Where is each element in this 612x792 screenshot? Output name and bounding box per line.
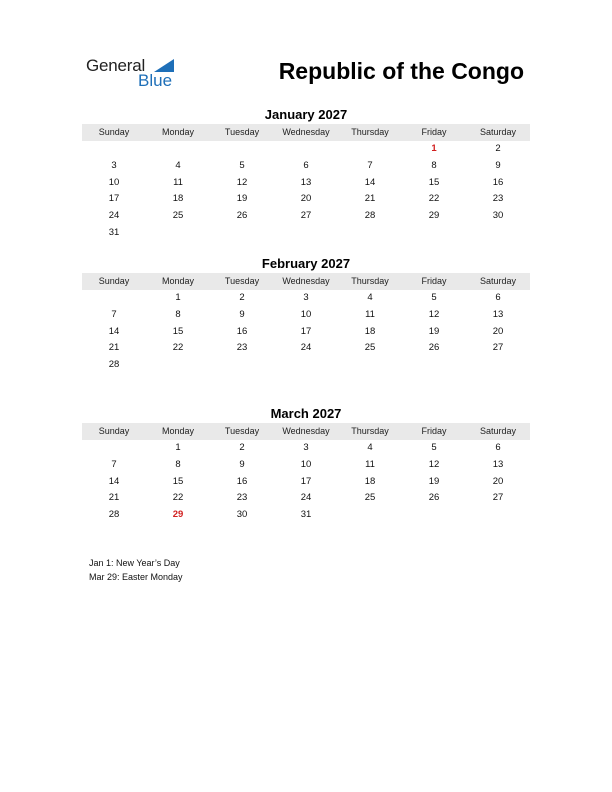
- day-cell: 28: [108, 359, 120, 371]
- weekday-label: Thursday: [351, 127, 389, 137]
- day-cell: 6: [495, 442, 501, 453]
- week-row: [82, 290, 530, 307]
- day-cell: 4: [367, 442, 373, 453]
- weekday-header-row: [82, 124, 530, 141]
- week-row: [82, 324, 530, 341]
- empty-day-cell: [338, 507, 402, 524]
- weekday-label: Thursday: [351, 276, 389, 286]
- day-cell: 1: [175, 292, 181, 303]
- day-cell: 8: [431, 159, 437, 171]
- weekday-label: Thursday: [351, 426, 389, 436]
- weekday-label: Friday: [421, 127, 447, 137]
- day-cell: 6: [303, 159, 309, 171]
- day-cell: 10: [300, 308, 312, 320]
- weekday-label: Sunday: [98, 127, 130, 137]
- empty-day-cell: [466, 225, 530, 242]
- day-cell: 27: [492, 492, 504, 504]
- day-cell: 12: [428, 458, 440, 470]
- day-cell: 27: [492, 342, 504, 354]
- day-cell: 10: [300, 458, 312, 470]
- day-cell: 31: [108, 226, 120, 238]
- day-cell: 16: [236, 325, 248, 337]
- empty-day-cell: [82, 440, 146, 457]
- day-cell: 7: [111, 308, 117, 320]
- empty-day-cell: [274, 141, 338, 158]
- weekday-header-row: [82, 273, 530, 290]
- weekday-label: Wednesday: [282, 426, 330, 436]
- week-row: [82, 357, 530, 374]
- holiday-note: Mar 29: Easter Monday: [89, 572, 183, 582]
- month-title: February 2027: [261, 256, 351, 271]
- day-cell: 21: [364, 193, 376, 205]
- day-cell: 9: [495, 159, 501, 171]
- weekday-label: Wednesday: [282, 276, 330, 286]
- day-cell: 17: [300, 325, 312, 337]
- day-cell: 25: [172, 210, 184, 222]
- day-cell: 31: [300, 509, 312, 521]
- day-cell: 24: [108, 210, 120, 222]
- week-row: [82, 191, 530, 208]
- day-cell: 23: [236, 492, 248, 504]
- weekday-header-row: [82, 423, 530, 440]
- day-cell: 19: [236, 193, 248, 205]
- weekday-label: Sunday: [98, 426, 130, 436]
- weekday-label: Wednesday: [282, 127, 330, 137]
- day-cell: 20: [492, 325, 504, 337]
- day-cell: 11: [365, 458, 375, 470]
- empty-day-cell: [402, 357, 466, 374]
- day-cell: 25: [364, 342, 376, 354]
- day-cell: 3: [303, 442, 309, 453]
- holiday-day-cell: 1: [431, 143, 437, 154]
- holiday-notes: [89, 556, 183, 584]
- logo: [86, 56, 186, 92]
- day-cell: 12: [236, 176, 248, 188]
- empty-day-cell: [338, 357, 402, 374]
- weekday-label: Monday: [161, 426, 195, 436]
- day-cell: 20: [492, 475, 504, 487]
- week-row: [82, 457, 530, 474]
- weekday-label: Tuesday: [224, 127, 260, 137]
- empty-day-cell: [402, 507, 466, 524]
- weekday-label: Tuesday: [224, 276, 260, 286]
- week-row: [82, 474, 530, 491]
- week-row: [82, 440, 530, 457]
- day-cell: 7: [111, 458, 117, 470]
- day-cell: 18: [364, 325, 376, 337]
- weekday-label: Sunday: [98, 276, 130, 286]
- day-cell: 23: [492, 193, 504, 205]
- empty-day-cell: [82, 290, 146, 307]
- empty-day-cell: [210, 225, 274, 242]
- week-row: [82, 507, 530, 524]
- day-cell: 28: [108, 509, 120, 521]
- day-cell: 30: [236, 509, 248, 521]
- page-title: Republic of the Congo: [278, 58, 524, 84]
- holiday-note: Jan 1: New Year’s Day: [89, 558, 180, 568]
- month-title: January 2027: [264, 107, 348, 122]
- weekday-label: Monday: [161, 127, 195, 137]
- day-cell: 11: [365, 308, 375, 320]
- week-row: [82, 307, 530, 324]
- day-cell: 13: [492, 458, 504, 470]
- week-row: [82, 225, 530, 242]
- day-cell: 4: [367, 292, 373, 303]
- day-cell: 6: [495, 292, 501, 303]
- day-cell: 14: [364, 176, 376, 188]
- empty-day-cell: [338, 141, 402, 158]
- day-cell: 5: [431, 292, 437, 303]
- empty-day-cell: [274, 225, 338, 242]
- month-february: [82, 255, 530, 374]
- day-cell: 14: [108, 475, 120, 487]
- day-cell: 18: [364, 475, 376, 487]
- day-cell: 9: [239, 308, 245, 320]
- day-cell: 15: [172, 325, 184, 337]
- weekday-label: Saturday: [479, 127, 517, 137]
- weekday-label: Friday: [421, 426, 447, 436]
- weekday-label: Saturday: [479, 276, 517, 286]
- day-cell: 11: [173, 176, 183, 188]
- day-cell: 1: [175, 442, 181, 453]
- day-cell: 3: [111, 159, 117, 171]
- day-cell: 22: [172, 342, 184, 354]
- empty-day-cell: [402, 225, 466, 242]
- day-cell: 5: [239, 159, 245, 171]
- holiday-day-cell: 29: [172, 509, 184, 521]
- day-cell: 15: [428, 176, 440, 188]
- week-row: [82, 340, 530, 357]
- day-cell: 10: [108, 176, 120, 188]
- day-cell: 7: [367, 159, 373, 171]
- day-cell: 16: [236, 475, 248, 487]
- weekday-label: Friday: [421, 276, 447, 286]
- empty-day-cell: [274, 357, 338, 374]
- day-cell: 14: [108, 325, 120, 337]
- day-cell: 24: [300, 492, 312, 504]
- month-january: [82, 106, 530, 242]
- day-cell: 2: [495, 143, 501, 154]
- day-cell: 21: [108, 492, 120, 504]
- weekday-label: Tuesday: [224, 426, 260, 436]
- empty-day-cell: [466, 507, 530, 524]
- day-cell: 17: [108, 193, 120, 205]
- day-cell: 30: [492, 210, 504, 222]
- day-cell: 16: [492, 176, 504, 188]
- empty-day-cell: [146, 141, 210, 158]
- day-cell: 2: [239, 442, 245, 453]
- day-cell: 21: [108, 342, 120, 354]
- week-row: [82, 208, 530, 225]
- logo-blue-text: Blue: [138, 71, 173, 90]
- empty-day-cell: [210, 141, 274, 158]
- weekday-label: Monday: [161, 276, 195, 286]
- weekday-label: Saturday: [479, 426, 517, 436]
- day-cell: 13: [300, 176, 312, 188]
- day-cell: 5: [431, 442, 437, 453]
- day-cell: 8: [175, 308, 181, 320]
- month-title: March 2027: [270, 406, 342, 421]
- empty-day-cell: [146, 225, 210, 242]
- day-cell: 2: [239, 292, 245, 303]
- day-cell: 19: [428, 325, 440, 337]
- day-cell: 28: [364, 210, 376, 222]
- day-cell: 12: [428, 308, 440, 320]
- empty-day-cell: [338, 225, 402, 242]
- day-cell: 23: [236, 342, 248, 354]
- day-cell: 20: [300, 193, 312, 205]
- day-cell: 22: [428, 193, 440, 205]
- empty-day-cell: [146, 357, 210, 374]
- week-row: [82, 158, 530, 175]
- day-cell: 19: [428, 475, 440, 487]
- day-cell: 26: [428, 342, 440, 354]
- empty-day-cell: [82, 141, 146, 158]
- day-cell: 15: [172, 475, 184, 487]
- day-cell: 18: [172, 193, 184, 205]
- day-cell: 22: [172, 492, 184, 504]
- logo-general-text: General: [86, 56, 146, 75]
- week-row: [82, 141, 530, 158]
- empty-day-cell: [466, 357, 530, 374]
- day-cell: 13: [492, 308, 504, 320]
- day-cell: 26: [428, 492, 440, 504]
- empty-day-cell: [210, 357, 274, 374]
- week-row: [82, 490, 530, 507]
- day-cell: 3: [303, 292, 309, 303]
- month-march: [82, 405, 530, 524]
- day-cell: 26: [236, 210, 248, 222]
- day-cell: 25: [364, 492, 376, 504]
- day-cell: 27: [300, 210, 312, 222]
- day-cell: 17: [300, 475, 312, 487]
- week-row: [82, 175, 530, 192]
- day-cell: 29: [428, 210, 440, 222]
- day-cell: 9: [239, 458, 245, 470]
- day-cell: 24: [300, 342, 312, 354]
- day-cell: 8: [175, 458, 181, 470]
- day-cell: 4: [175, 159, 181, 171]
